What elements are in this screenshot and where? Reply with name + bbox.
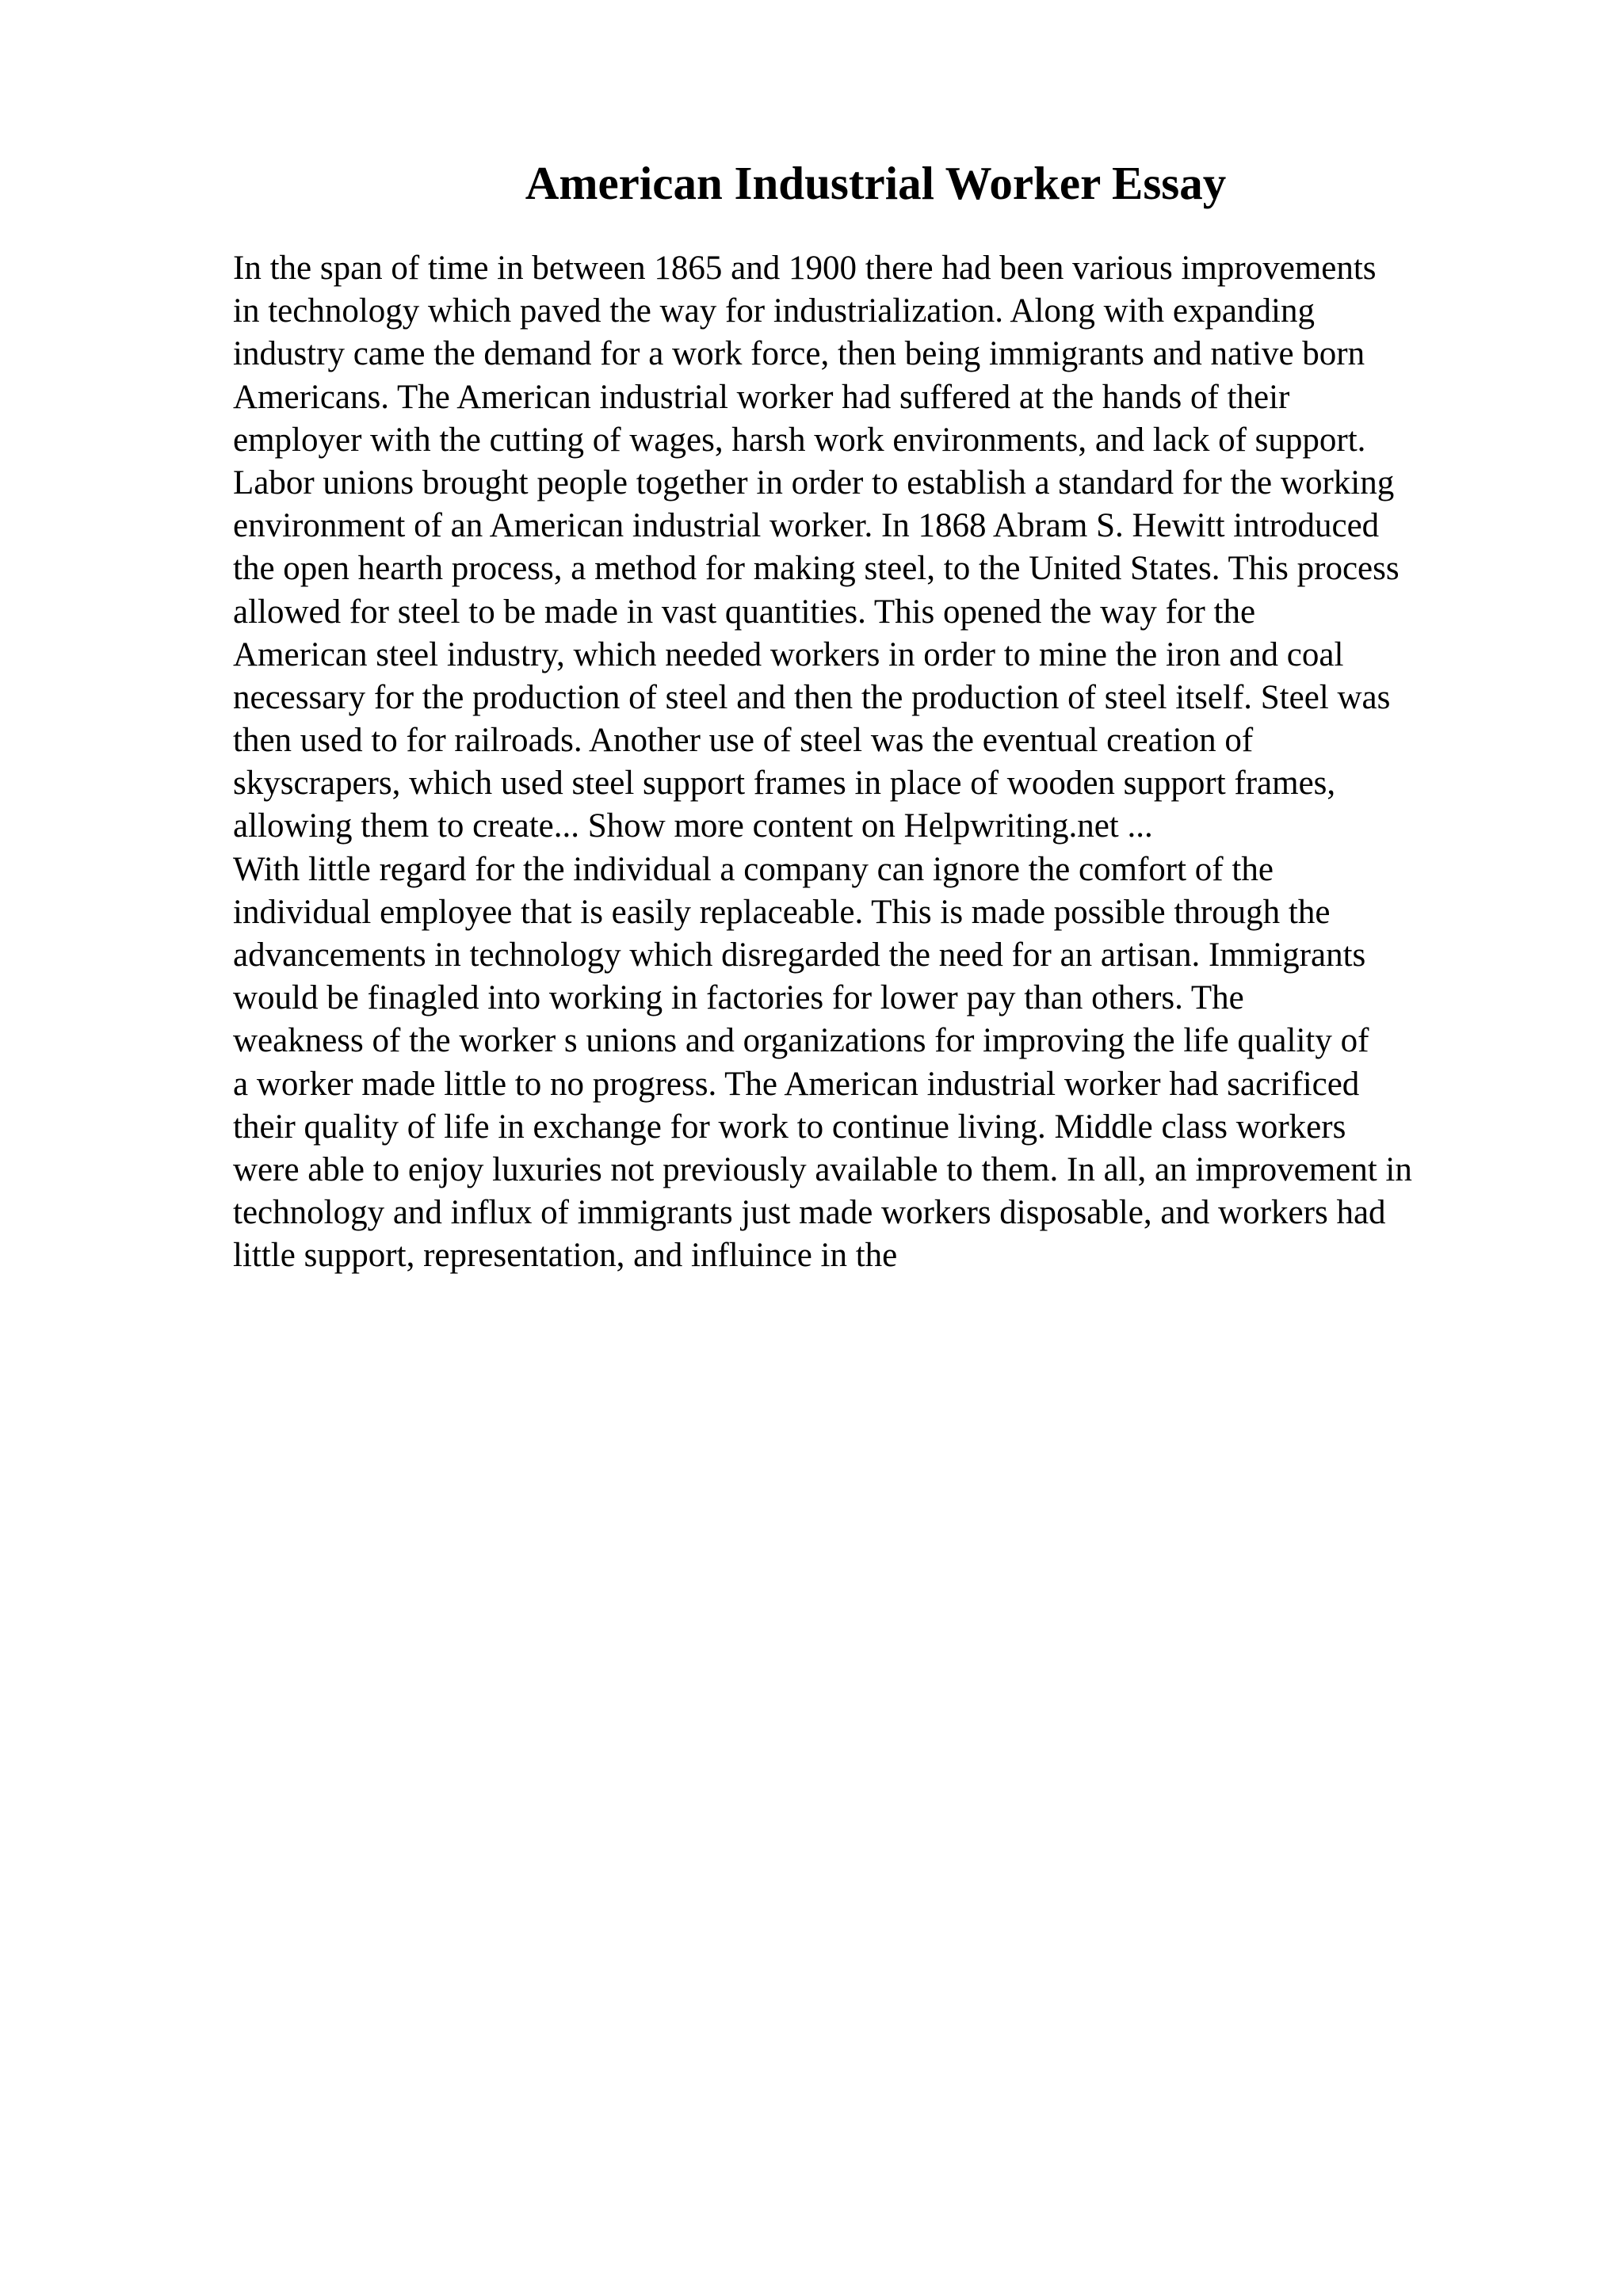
essay-line: then used to for railroads. Another use of steel was the eventual creation of [233,722,1254,760]
essay-line: American steel industry, which needed workers in order to mine the iron and coal [233,635,1344,673]
essay-line: advancements in technology which disregarded the need for an artisan. Immigrants [233,936,1366,974]
essay-line: employer with the cutting of wages, harsh work environments, and lack of support. [233,421,1366,459]
essay-line: skyscrapers, which used steel support frames in place of wooden support frames, [233,765,1336,803]
essay-line: little support, representation, and influince in the [233,1237,898,1275]
essay-line: individual employee that is easily replaceable. This is made possible through the [233,893,1331,931]
essay-line: their quality of life in exchange for work to continue living. Middle class workers [233,1108,1346,1146]
essay-title: American Industrial Worker Essay [525,157,1227,209]
essay-line: technology and influx of immigrants just made workers disposable, and workers had [233,1194,1386,1232]
essay-line: With little regard for the individual a company can ignore the comfort of the [233,850,1274,888]
essay-line: the open hearth process, a method for making steel, to the United States. This process [233,550,1400,588]
essay-line: Americans. The American industrial worker had suffered at the hands of their [233,378,1290,416]
essay-line: weakness of the worker s unions and organizations for improving the life quality of [233,1022,1369,1060]
essay-line: necessary for the production of steel and then the production of steel itself. Steel was [233,678,1391,716]
essay-line: a worker made little to no progress. The American industrial worker had sacrificed [233,1065,1360,1103]
essay-line: environment of an American industrial worker. In 1868 Abram S. Hewitt introduced [233,507,1380,545]
essay-line: In the span of time in between 1865 and 1900 there had been various improvements [233,250,1377,287]
essay-line: in technology which paved the way for industrialization. Along with expanding [233,292,1315,330]
essay-line: allowed for steel to be made in vast quantities. This opened the way for the [233,593,1256,631]
essay-line: allowing them to create... Show more content on Helpwriting.net ... [233,807,1153,845]
essay-body [233,247,1623,1278]
essay-line: were able to enjoy luxuries not previously available to them. In all, an improvement in [233,1150,1412,1188]
essay-line: Labor unions brought people together in order to establish a standard for the working [233,463,1395,502]
essay-line: industry came the demand for a work force, then being immigrants and native born [233,335,1365,373]
essay-line: would be finagled into working in factories for lower pay than others. The [233,979,1244,1017]
